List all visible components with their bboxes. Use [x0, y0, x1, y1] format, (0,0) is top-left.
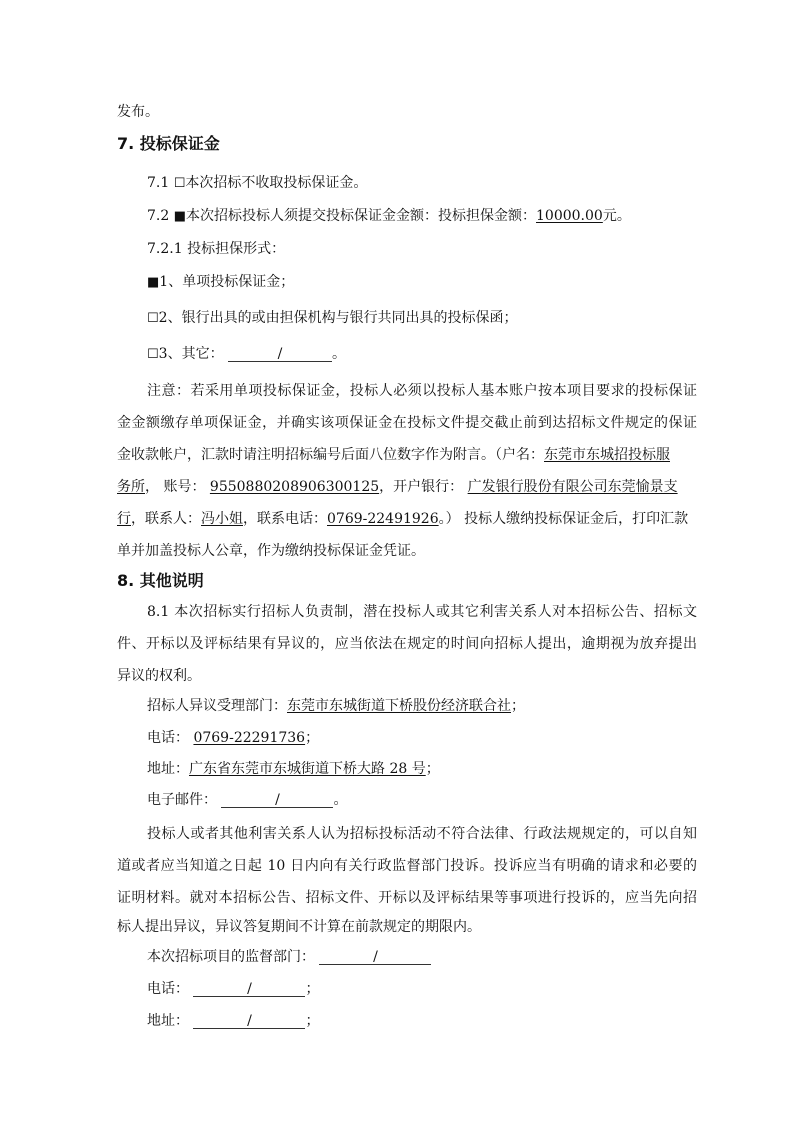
note-line-4	[117, 479, 697, 495]
bank-label: ，开户银行：	[379, 479, 464, 495]
p2-line-1: 投标人或者其他利害关系人认为招标投标活动不符合法律、行政法规规定的，可以自知	[147, 826, 697, 842]
objection-phone-label: 电话：	[147, 730, 189, 746]
form-option-2-text: 2、银行出具的或由担保机构与银行共同出具的投标保函；	[158, 310, 518, 326]
objection-dept-row	[147, 698, 727, 714]
item-7-1-number: 7.1	[147, 175, 170, 191]
p2-line-3: 证明材料。就对本招标公告、招标文件、开标以及评标结果等事项进行投诉的，应当先向招	[117, 890, 697, 906]
bank-name-part1: 广发银行股份有限公司东莞愉景支	[467, 479, 678, 495]
objection-email-blank: /	[221, 792, 333, 808]
p2-line-2: 道或者应当知道之日起 10 日内向有关行政监督部门投诉。投诉应当有明确的请求和必要的	[117, 858, 697, 874]
checked-box-icon: ■	[173, 209, 187, 224]
form-option-3-tail: 。	[332, 346, 347, 362]
account-name-part1: 东莞市东城招投标服	[544, 447, 670, 463]
item-7-2-number: 7.2	[147, 208, 170, 224]
account-name-part2: 务所	[117, 479, 145, 495]
item-7-2-text: 本次招标投标人须提交投标保证金金额：投标担保金额：	[186, 208, 537, 224]
semicolon: ；	[305, 1013, 320, 1029]
note-line-5-tail: 。） 投标人缴纳投标保证金后，打印汇款	[438, 511, 689, 527]
unchecked-box-icon: ☐	[147, 311, 159, 326]
objection-address: 广东省东莞市东城街道下桥大路 28 号	[189, 761, 426, 777]
objection-email-label: 电子邮件：	[147, 792, 217, 808]
note-line-5	[117, 511, 697, 527]
note-line-3-text: 金收款帐户，汇款时请注明招标编号后面八位数字作为附言。（户名：	[117, 447, 544, 463]
supervision-dept-blank: /	[319, 949, 431, 965]
note-line-3	[117, 447, 697, 463]
account-number-label: ， 账号：	[145, 479, 206, 495]
note-line-6: 单并加盖投标人公章，作为缴纳投标保证金凭证。	[117, 543, 425, 559]
unchecked-box-icon: ☐	[147, 347, 159, 362]
period: 。	[333, 792, 348, 808]
form-option-1-text: 1、单项投标保证金；	[159, 274, 295, 290]
form-option-3-text: 3、其它：	[158, 346, 224, 362]
supervision-dept-label: 本次招标项目的监督部门：	[147, 949, 315, 965]
supervision-address-blank: /	[193, 1013, 305, 1029]
objection-phone-row	[147, 730, 727, 746]
supervision-phone-row	[147, 981, 727, 997]
objection-address-row	[147, 761, 727, 777]
intro-tail: 发布。	[117, 104, 159, 120]
section7-heading: 7. 投标保证金	[117, 134, 220, 153]
semicolon: ；	[305, 981, 320, 997]
objection-phone: 0769-22291736	[193, 730, 306, 746]
checked-box-icon: ■	[147, 275, 160, 290]
semicolon: ；	[305, 730, 320, 746]
semicolon: ；	[511, 698, 525, 714]
contact-name: 冯小姐	[201, 511, 243, 527]
contact-label: ，联系人：	[131, 511, 201, 527]
note-line-1: 注意：若采用单项投标保证金，投标人必须以投标人基本账户按本项目要求的投标保证	[147, 383, 697, 399]
semicolon: ；	[425, 761, 440, 777]
other-form-blank: /	[228, 346, 332, 362]
objection-dept: 东莞市东城街道下桥股份经济联合社	[287, 698, 511, 714]
objection-email-row	[147, 792, 727, 808]
section8-heading: 8. 其他说明	[117, 571, 204, 590]
supervision-address-label: 地址：	[147, 1013, 189, 1029]
p2-line-4: 标人提出异议，异议答复期间不计算在前款规定的期限内。	[117, 919, 481, 935]
item-7-1	[147, 175, 727, 192]
form-option-1	[147, 274, 727, 291]
supervision-phone-label: 电话：	[147, 981, 189, 997]
supervision-dept-row	[147, 949, 727, 965]
objection-address-label: 地址：	[147, 761, 189, 777]
contact-phone: 0769-22491926	[327, 511, 439, 527]
supervision-address-row	[147, 1013, 727, 1029]
form-option-3	[147, 346, 727, 363]
contact-phone-label: ，联系电话：	[243, 511, 327, 527]
note-line-2: 金金额缴存单项保证金，并确实该项保证金在投标文件提交截止前到达招标文件规定的保证	[117, 415, 697, 431]
account-number: 9550880208906300125	[209, 479, 380, 495]
bid-bond-unit: 元。	[602, 208, 631, 224]
objection-dept-label: 招标人异议受理部门：	[147, 698, 287, 714]
p1-line-2: 件、开标以及评标结果有异议的，应当依法在规定的时间向招标人提出，逾期视为放弃提出	[117, 636, 697, 652]
item-7-1-text: 本次招标不收取投标保证金。	[185, 175, 368, 191]
bank-name-part2: 行	[117, 511, 131, 527]
form-option-2	[147, 310, 727, 327]
bid-bond-amount: 10000.00	[536, 208, 603, 224]
p1-line-3: 异议的权利。	[117, 668, 201, 684]
item-7-2-1: 7.2.1 投标担保形式：	[147, 241, 286, 257]
supervision-phone-blank: /	[193, 981, 305, 997]
item-7-2	[147, 208, 727, 225]
p1-line-1: 8.1 本次招标实行招标人负责制，潜在投标人或其它利害关系人对本招标公告、招标文	[147, 604, 697, 620]
unchecked-box-icon: ☐	[173, 176, 186, 191]
